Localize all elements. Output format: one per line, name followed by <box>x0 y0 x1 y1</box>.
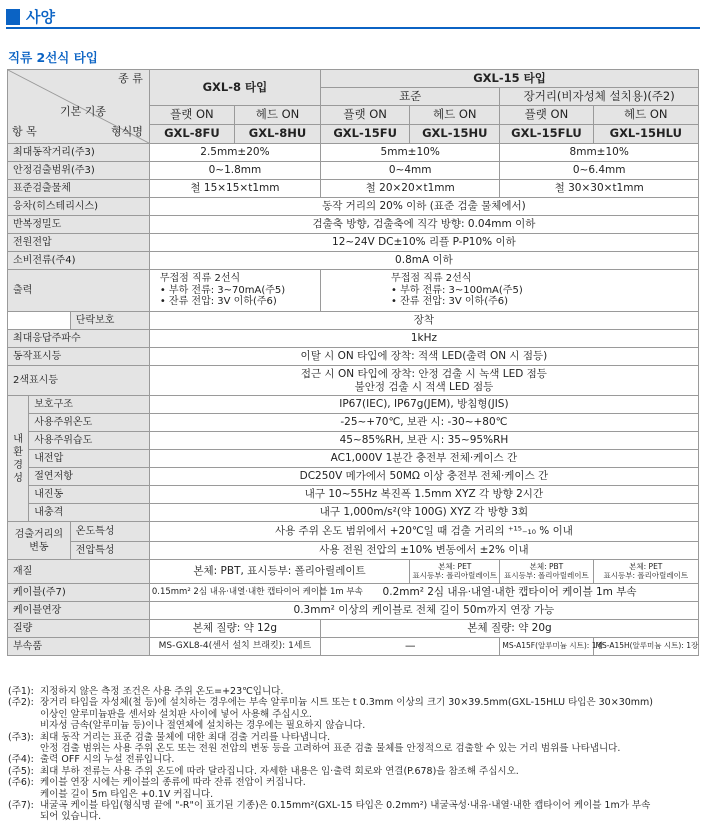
model-gxl-15hlu: GXL-15HLU <box>593 125 698 144</box>
row-material: 재질 본체: PBT, 표시등부: 폴리아릴레이트 본체: PET 표시등부: 폴리아릴레이트 본체: PBT 표시등부: 폴리아릴레이트 본체: PET 표시등부: 폴리아릴레이트 <box>8 560 699 584</box>
footnote-7: (주7): 내굴곡 케이블 타입(형식명 끝에 "-R"이 표기된 기종)은 0.15mm²(GXL-15 타입은 0.2mm²) 내굴곡성·내유·내열·내한 캡타이어 케이블 1m가 부속 되어 있습니다. <box>8 799 651 823</box>
footnote-4: (주4): 출력 OFF 시의 누설 전류입니다. <box>8 754 175 766</box>
row-output: 출력 무접점 직류 2선식 • 부하 전류: 3~70mA(주5) • 잔류 전압: 3V 이하(주6) 무접점 직류 2선식 • 부하 전류: 3~100mA(주5) • 잔류 전압: 3V 이하(주6) <box>8 270 699 312</box>
row-cable-extension: 케이블연장 0.3mm² 이상의 케이블로 전체 길이 50m까지 연장 가능 <box>8 602 699 620</box>
head-on-header: 헤드 ON <box>410 106 500 125</box>
row-mass: 질량 본체 질량: 약 12g 본체 질량: 약 20g <box>8 620 699 638</box>
variation-group-label: 검출거리의 변동 <box>8 522 71 560</box>
row-env-protection: 내 환 경 성 보호구조 IP67(IEC), IP67g(JEM), 방침형(JIS) <box>8 396 699 414</box>
row-response-frequency: 최대응답주파수 1kHz <box>8 330 699 348</box>
model-gxl-8hu: GXL-8HU <box>234 125 320 144</box>
header-rule <box>6 27 700 29</box>
footnote-3: (주3): 최대 동작 거리는 표준 검출 물체에 대한 최대 검출 거리를 나타냅니다. 안정 검출 범위는 사용 주위 온도 또는 전원 전압의 변동 등을 고려하여 표준 검출 물체를 안정적으로 검출할 수 있는 거리 범위를 나타냅니다. <box>8 731 621 754</box>
row-standard-object: 표준검출물체 철 15×15×t1mm 철 20×20×t1mm 철 30×30×t1mm <box>8 180 699 198</box>
row-env-shock: 내충격 내구 1,000m/s²(약 100G) XYZ 각 방향 3회 <box>8 504 699 522</box>
base-model-label: 기본 기종 <box>60 105 107 118</box>
row-max-distance: 최대동작거리(주3) 2.5mm±20% 5mm±10% 8mm±10% <box>8 144 699 162</box>
kind-label: 종 류 <box>118 72 143 85</box>
row-env-temp: 사용주위온도 -25~+70℃, 보관 시: -30~+80℃ <box>8 414 699 432</box>
row-variation-voltage: 전압특성 사용 전원 전압의 ±10% 변동에서 ±2% 이내 <box>8 542 699 560</box>
row-stable-range: 안정검출범위(주3) 0~1.8mm 0~4mm 0~6.4mm <box>8 162 699 180</box>
row-env-voltage: 내전압 AC1,000V 1분간 충전부 전체·케이스 간 <box>8 450 699 468</box>
row-env-humidity: 사용주위습도 45~85%RH, 보관 시: 35~95%RH <box>8 432 699 450</box>
model-gxl-8fu: GXL-8FU <box>149 125 234 144</box>
section-header <box>6 6 55 27</box>
gxl15-type-header: GXL-15 타입 <box>321 70 699 88</box>
row-current: 소비전류(주4) 0.8mA 이하 <box>8 252 699 270</box>
footnote-1: (주1): 지정하지 않은 측정 조건은 사용 주위 온도=+23℃입니다. <box>8 686 284 697</box>
subsection-title: 직류 2선식 타입 <box>8 50 98 65</box>
head-on-header: 헤드 ON <box>593 106 698 125</box>
row-repeatability: 반복정밀도 검출축 방향, 검출축에 직각 방향: 0.04mm 이하 <box>8 216 699 234</box>
flat-on-header: 플랫 ON <box>149 106 234 125</box>
row-hysteresis: 응차(히스테리시스) 동작 거리의 20% 이하 (표준 검출 물체에서) <box>8 198 699 216</box>
row-variation-temp: 검출거리의 변동 온도특성 사용 주위 온도 범위에서 +20℃일 때 검출 거리의 ⁺¹⁵₋₁₀ % 이내 <box>8 522 699 542</box>
row-supply-voltage: 전원전압 12~24V DC±10% 리플 P-P10% 이하 <box>8 234 699 252</box>
flat-on-header: 플랫 ON <box>500 106 593 125</box>
row-env-vibration: 내진동 내구 10~55Hz 복진폭 1.5mm XYZ 각 방향 2시간 <box>8 486 699 504</box>
long-range-header: 장거리(비자성체 설치용)(주2) <box>500 88 699 106</box>
footnote-6: (주6): 케이블 연장 시에는 케이블의 종류에 따라 잔류 전압이 커집니다. 케이블 길이 5m 타입은 +0.1V 커집니다. <box>8 777 306 800</box>
footnotes <box>8 686 700 823</box>
row-operation-indicator: 동작표시등 이탈 시 ON 타입에 장착: 적색 LED(출력 ON 시 점등) <box>8 348 699 366</box>
section-marker <box>6 9 20 25</box>
env-group-label: 내 환 경 성 <box>8 396 29 522</box>
table-corner-header <box>8 70 150 144</box>
standard-header: 표준 <box>321 88 500 106</box>
spec-table <box>7 69 699 656</box>
model-name-label: 형식명 <box>110 125 143 139</box>
model-gxl-15fu: GXL-15FU <box>321 125 410 144</box>
flat-on-header: 플랫 ON <box>321 106 410 125</box>
model-gxl-15flu: GXL-15FLU <box>500 125 593 144</box>
row-two-color-indicator: 2색표시등 접근 시 ON 타입에 장착: 안정 검출 시 녹색 LED 점등 불안정 검출 시 적색 LED 점등 <box>8 366 699 396</box>
row-cable: 케이블(주7) 0.15mm² 2심 내유·내열·내한 캡타이어 케이블 1m 부속 0.2mm² 2심 내유·내열·내한 캡타이어 케이블 1m 부속 <box>8 584 699 602</box>
footnote-5: (주5): 최대 부하 전류는 사용 주위 온도에 따라 달라집니다. 자세한 내용은 입·출력 회로와 연결(P.678)을 참조해 주십시오. <box>8 765 519 777</box>
row-env-insulation: 절연저항 DC250V 메가에서 50MΩ 이상 충전부 전체·케이스 간 <box>8 468 699 486</box>
model-gxl-15hu: GXL-15HU <box>410 125 500 144</box>
gxl8-type-header: GXL-8 타입 <box>149 70 320 106</box>
footnote-2: (주2): 장거리 타입을 자성체(철 등)에 설치하는 경우에는 부속 알루미늄 시트 또는 t 0.3mm 이상의 크기 30×39.5mm(GXL-15HLU 타입은 30×30mm) 이상인 알루미늄판을 센서와 설치판 사이에 넣어 사용해 주십시오. 비자성 금속(알루미늄 등)이나 절연체에 설치하는 경우에는 필요하지 않습니다. <box>8 697 653 732</box>
row-short-protection: 단락보호 장착 <box>8 312 699 330</box>
head-on-header: 헤드 ON <box>234 106 320 125</box>
item-label: 항 목 <box>12 125 37 139</box>
row-accessories: 부속품 MS-GXL8-4(센서 설치 브래킷): 1세트 — MS-A15F(알루미늄 시트): 1장 MS-A15H(알루미늄 시트): 1장 <box>8 638 699 656</box>
section-title: 사양 <box>26 8 55 26</box>
